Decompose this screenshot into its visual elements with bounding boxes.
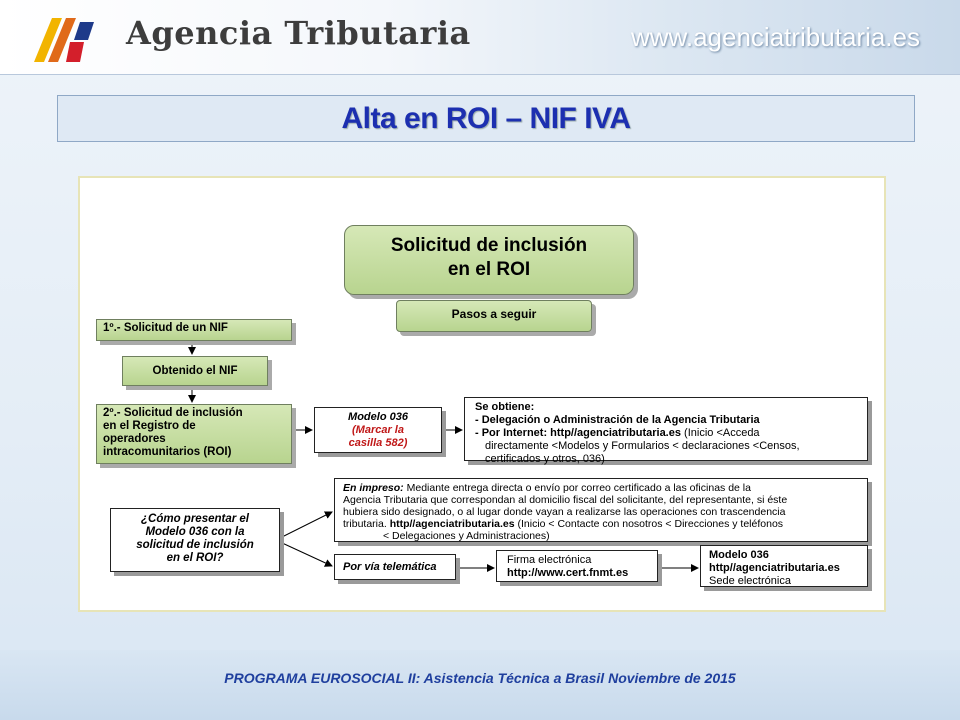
obtiene-line-3: directamente <Modelos y Formularios < declaraciones <Censos, xyxy=(485,440,800,452)
main-title-line-1: Solicitud de inclusión xyxy=(390,235,588,256)
impreso-url: http//agenciatributaria.es xyxy=(389,518,515,530)
telematica-node: Por vía telemática xyxy=(334,554,456,580)
obtiene-line-2-rest: (Inicio <Acceda xyxy=(680,427,760,439)
arrow-como-to-impreso xyxy=(280,512,332,538)
header xyxy=(0,0,960,75)
flow-diagram xyxy=(78,176,886,612)
final-line-1: Modelo 036 xyxy=(709,549,769,561)
impreso-text-4-end: (Inicio < Contacte con nosotros < Direcciones y teléfonos xyxy=(514,518,784,530)
obtiene-line-4: certificados y otros, 036) xyxy=(485,453,605,465)
impreso-line-3: hubiera sido designado, o al lugar donde vayan a realizarse las operaciones con trascendencia xyxy=(343,506,786,518)
firma-line-2: http://www.cert.fnmt.es xyxy=(507,567,629,579)
obtiene-line-1: - Delegación o Administración de la Agencia Tributaria xyxy=(475,414,760,426)
como-presentar-node xyxy=(110,508,280,572)
firma-electronica-node xyxy=(496,550,658,582)
slide-title: Alta en ROI – NIF IVA xyxy=(341,102,631,135)
como-line: Modelo 036 con la xyxy=(145,526,245,538)
impreso-line-2: Agencia Tributaria que correspondan al domicilio fiscal del solicitante, del representante, si éste xyxy=(343,494,788,506)
brand-name: Agencia Tributaria xyxy=(126,14,471,52)
se-obtiene-node xyxy=(464,397,868,465)
modelo-label: Modelo 036 xyxy=(348,411,408,423)
arrow-como-to-telematica xyxy=(280,542,332,566)
step2-line: en el Registro de xyxy=(103,420,196,432)
como-line: en el ROI? xyxy=(166,552,224,564)
final-line-2: http//agenciatributaria.es xyxy=(709,562,840,574)
obtiene-line-2 xyxy=(475,427,857,440)
como-line: solicitud de inclusión xyxy=(136,539,254,551)
main-title-line-2: en el ROI xyxy=(447,259,531,280)
final-line-3: Sede electrónica xyxy=(709,575,791,587)
step2-line: 2º.- Solicitud de inclusión xyxy=(103,407,243,419)
obtenido-node: Obtenido el NIF xyxy=(122,356,268,386)
step1-node: 1º.- Solicitud de un NIF xyxy=(96,319,292,341)
impreso-line-1 xyxy=(343,482,859,494)
agencia-tributaria-logo-icon xyxy=(30,8,102,66)
impreso-label: En impreso: xyxy=(343,482,404,494)
step2-line: intracomunitarios (ROI) xyxy=(103,446,232,458)
step2-line: operadores xyxy=(103,433,166,445)
slide-title-box xyxy=(57,95,915,142)
modelo-note-line-1: (Marcar la xyxy=(352,424,404,436)
final-modelo-node xyxy=(700,545,868,587)
obtiene-title: Se obtiene: xyxy=(475,401,535,413)
firma-line-1: Firma electrónica xyxy=(507,554,592,566)
main-title-node xyxy=(344,225,634,295)
modelo-note-line-2: casilla 582) xyxy=(348,437,408,449)
como-line: ¿Cómo presentar el xyxy=(141,513,249,525)
impreso-text-4-start: tributaria. xyxy=(343,518,390,530)
impreso-line-4 xyxy=(343,518,859,530)
website-url[interactable]: www.agenciatributaria.es xyxy=(630,22,920,52)
en-impreso-node xyxy=(334,478,868,542)
impreso-text-1: Mediante entrega directa o envío por correo certificado a las oficinas de la xyxy=(403,482,751,494)
modelo-036-node xyxy=(314,407,442,453)
footer-text: PROGRAMA EUROSOCIAL II: Asistencia Técnica a Brasil Noviembre de 2015 xyxy=(224,670,736,686)
impreso-line-5: < Delegaciones y Administraciones) xyxy=(383,530,550,542)
obtiene-url: - Por Internet: http//agenciatributaria.es xyxy=(475,427,681,439)
step2-node xyxy=(96,404,292,464)
pasos-node: Pasos a seguir xyxy=(396,300,592,332)
